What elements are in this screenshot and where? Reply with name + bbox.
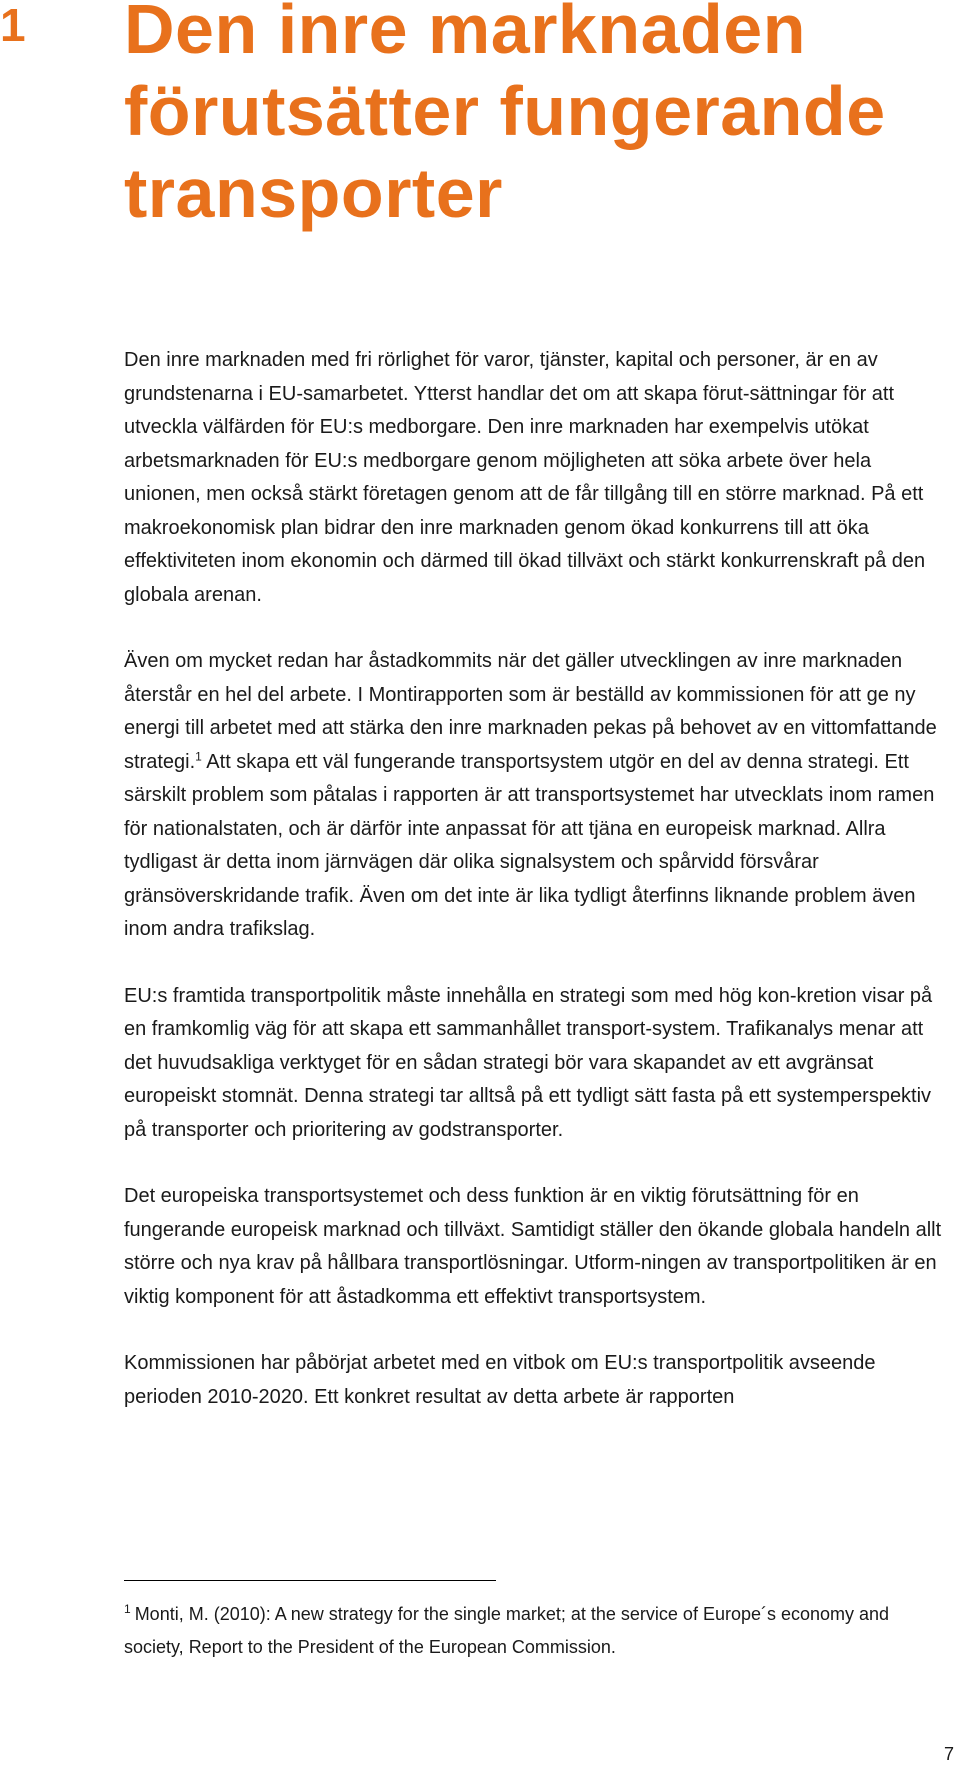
paragraph-4: Det europeiska transportsystemet och dess funktion är en viktig förutsättning för en fungerande europeisk marknad och tillväxt. Samtidigt ställer den ökande globala handeln allt större och nya krav på hållbara transportlösningar. Utform-ningen av transportpolitiken är en viktig komponent för att åstadkomma ett effektivt transportsystem. <box>124 1185 942 1308</box>
chapter-title: Den inre marknaden förutsätter fungerande transporter <box>124 0 886 232</box>
paragraph-5: Kommissionen har påbörjat arbetet med en vitbok om EU:s transportpolitik avseende perioden 2010-2020. Ett konkret resultat av detta arbete är rapporten <box>124 1352 876 1408</box>
footnote-marker: 1 <box>124 1602 131 1616</box>
footnote-reference[interactable]: 1 <box>195 748 202 763</box>
chapter-number: 1 <box>0 0 26 51</box>
footnote-text: Monti, M. (2010): A new strategy for the single market; at the service of Europe´s economy and society, Report to the President of the European Commission. <box>124 1604 890 1657</box>
paragraph-3: EU:s framtida transportpolitik måste innehålla en strategi som med hög kon-kretion visar på en framkomlig väg för att skapa ett sammanhållet transport-system. Trafikanalys menar att det huvudsakliga verktyget för en sådan strategi bör vara skapandet av ett avgränsat europeiskt stomnät. Denna strategi tar alltså på ett tydligt sätt fasta på ett systemperspektiv på transporter och prioritering av godstransporter. <box>124 984 933 1141</box>
paragraph-2 <box>124 645 950 947</box>
paragraph-1: Den inre marknaden med fri rörlighet för varor, tjänster, kapital och personer, är en av grundstenarna i EU-samarbetet. Ytterst handlar det om att skapa förut-sättningar för att utveckla välfärden för EU:s medborgare. Den inre marknaden har exempelvis utökat arbetsmarknaden för EU:s medborgare genom möjligheten att söka arbete över hela unionen, men också stärkt företagen genom att de får tillgång till en större marknad. På ett makroekonomisk plan bidrar den inre marknaden genom ökad konkurrens till att öka effektiviteten inom ekonomin och därmed till ökad tillväxt och stärkt konkurrenskraft på den globala arenan. <box>124 349 926 606</box>
paragraph-2-text-after: Att skapa ett väl fungerande transportsystem utgör en del av denna strategi. Ett särskilt problem som påtalas i rapporten är att transportsystemet har utvecklats inom ramen för nationalstaten, och är därför inte anpassat för att tjäna en europeisk marknad. Allra tydligast är detta inom järnvägen där olika signalsystem och spårvidd försvårar gränsöverskridande trafik. Även om det inte är lika tydligt återfinns liknande problem även inom andra trafikslag. <box>124 750 935 940</box>
footnote-divider <box>124 1580 496 1581</box>
footnote <box>124 1598 950 1664</box>
page-number: 7 <box>943 1744 954 1764</box>
paragraph-2-text-before: Även om mycket redan har åstadkommits när det gäller utvecklingen av inre marknaden återstår en hel del arbete. I Montirapporten som är beställd av kommissionen för att ge ny energi till arbetet med att stärka den inre marknaden pekas på behovet av en vittomfattande strategi. <box>124 650 937 773</box>
body-text <box>124 344 950 1447</box>
